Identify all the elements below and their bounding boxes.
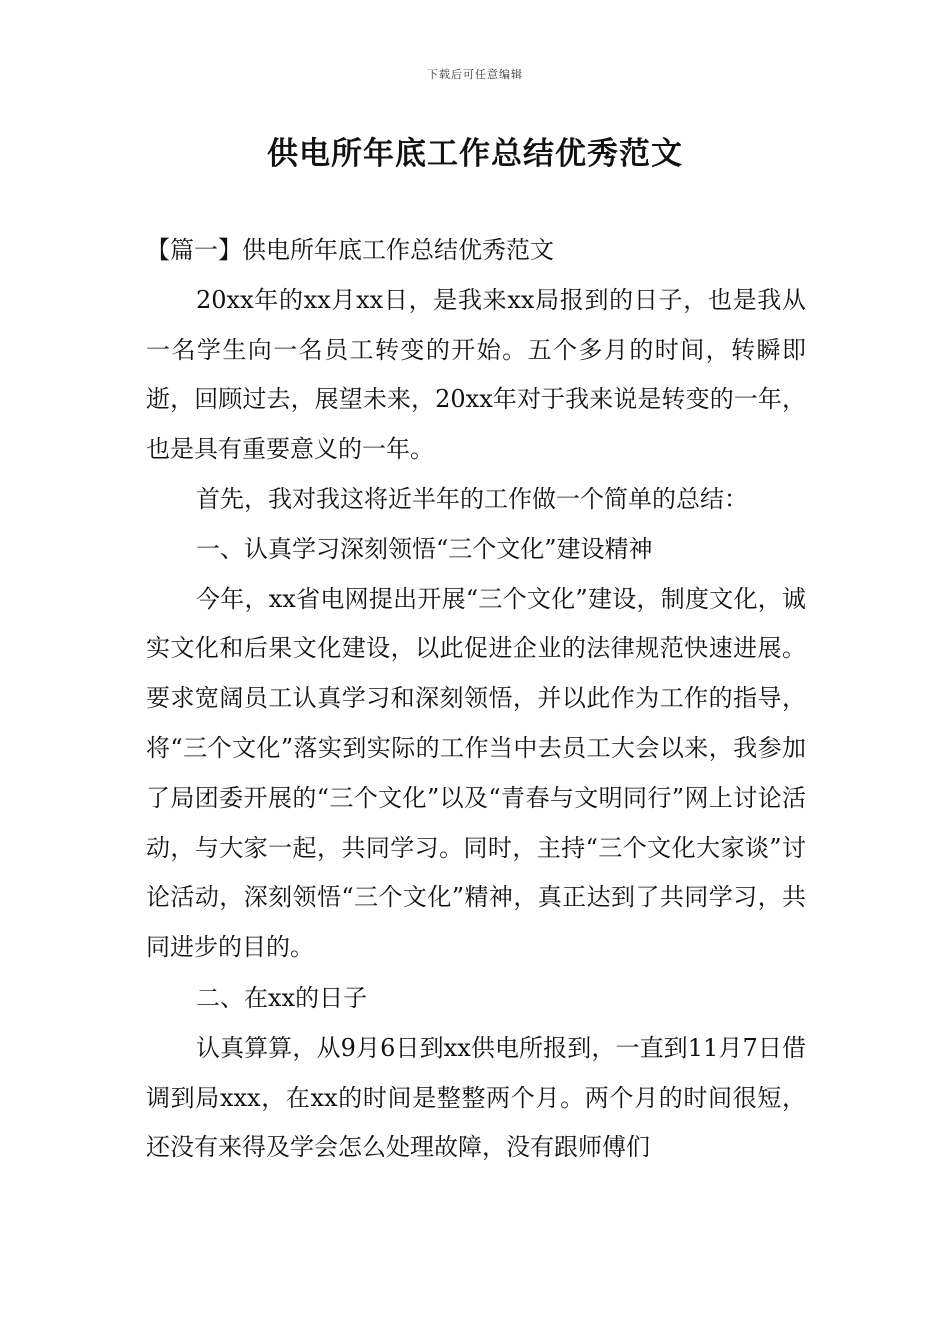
document-body [146,226,806,1173]
paragraph-intro: 20xx年的xx月xx日，是我来xx局报到的日子，也是我从一名学生向一名员工转变的开始。五个多月的时间，转瞬即逝，回顾过去，展望未来，20xx年对于我来说是转变的一年，也是具有重要意义的一年。 [146,285,806,464]
document-title: 供电所年底工作总结优秀范文 [267,136,683,172]
subheading-one: 一、认真学习深刻领悟“三个文化”建设精神 [196,534,653,563]
header-note: 下载后可任意编辑 [427,68,523,81]
subheading-two: 二、在xx的日子 [196,983,368,1012]
section-heading: 【篇一】供电所年底工作总结优秀范文 [146,236,554,264]
paragraph-summary-lead: 首先，我对我这将近半年的工作做一个简单的总结： [196,484,748,513]
paragraph-three-cultures: 今年，xx省电网提出开展“三个文化”建设，制度文化，诚实文化和后果文化建设，以此促进企业的法律规范快速进展。要求宽阔员工认真学习和深刻领悟，并以此作为工作的指导，将“三个文化”落实到实际的工作当中去员工大会以来，我参加了局团委开展的“三个文化”以及“青春与文明同行”网上讨论活动，与大家一起，共同学习。同时，主持“三个文化大家谈”讨论活动，深刻领悟“三个文化”精神，真正达到了共同学习，共同进步的目的。 [146,584,806,962]
paragraph-two-months: 认真算算，从9月6日到xx供电所报到，一直到11月7日借调到局xxx，在xx的时间是整整两个月。两个月的时间很短，还没有来得及学会怎么处理故障，没有跟师傅们 [146,1033,806,1162]
